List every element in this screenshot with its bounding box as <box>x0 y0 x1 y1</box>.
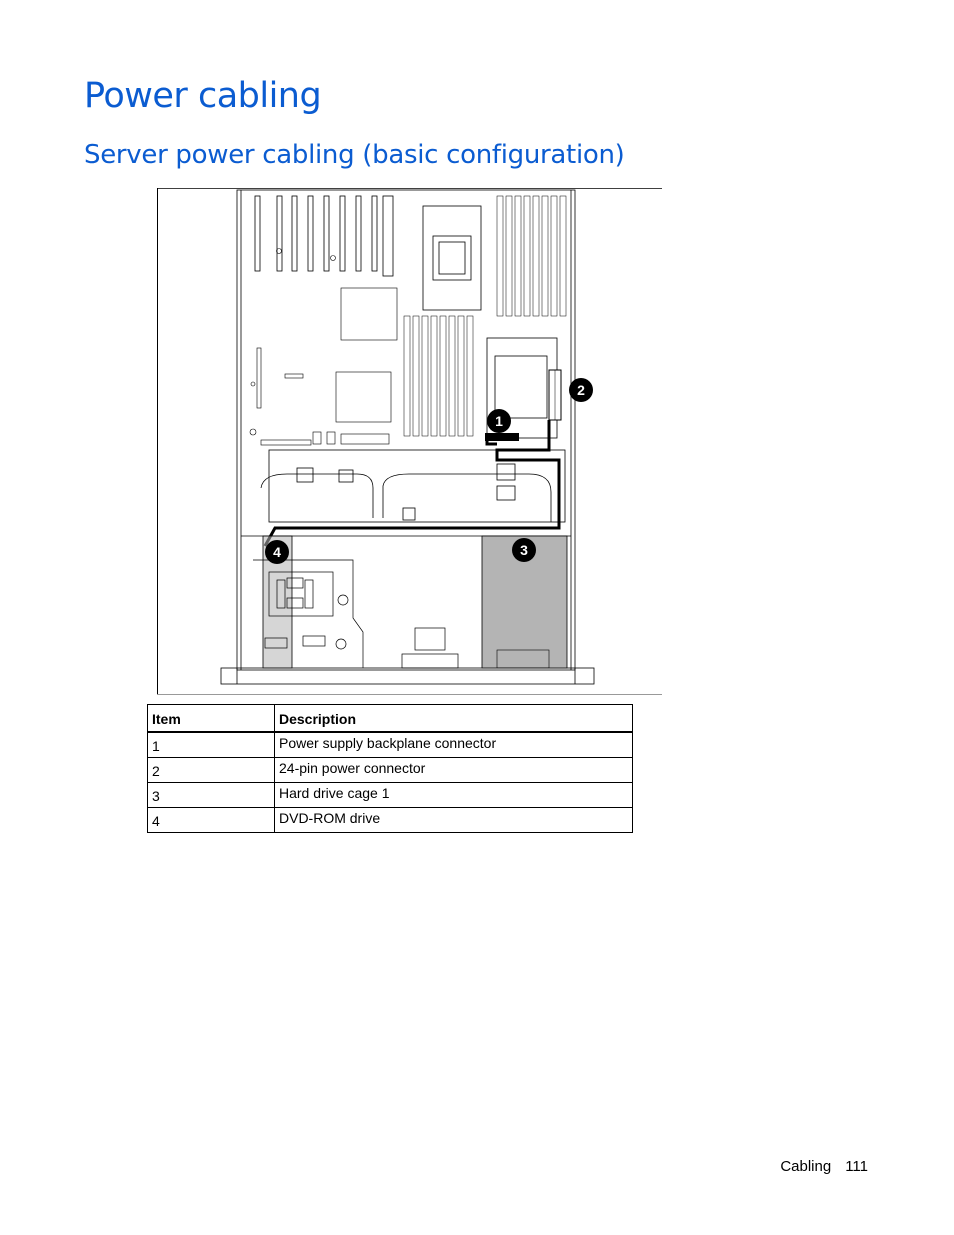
page-number: 111 <box>845 1158 868 1175</box>
item-description: Power supply backplane connector <box>275 732 633 758</box>
expansion-slots <box>255 196 377 271</box>
chipset-1 <box>341 288 397 340</box>
item-description-table <box>147 704 633 833</box>
board-details <box>250 249 397 446</box>
table-row <box>148 783 633 808</box>
table-header-row <box>148 705 633 733</box>
callout-1-label: 1 <box>495 413 503 429</box>
power-supply-backplane-connector <box>485 433 519 441</box>
item-number: 4 <box>148 808 275 833</box>
callout-4 <box>265 540 289 564</box>
table-row <box>148 758 633 783</box>
item-number: 2 <box>148 758 275 783</box>
column-header-description: Description <box>275 705 633 733</box>
page-footer <box>780 1158 868 1175</box>
table-row <box>148 808 633 833</box>
server-diagram <box>157 188 662 695</box>
callout-2 <box>569 378 593 402</box>
callout-4-label: 4 <box>273 544 281 560</box>
column-header-item: Item <box>148 705 275 733</box>
server-diagram-svg <box>157 188 662 695</box>
dimm-banks <box>404 196 566 436</box>
section-heading: Server power cabling (basic configuration) <box>84 140 625 170</box>
item-description: 24-pin power connector <box>275 758 633 783</box>
callout-2-label: 2 <box>577 382 585 398</box>
chipset-2 <box>336 372 391 422</box>
callout-3 <box>512 538 536 562</box>
callout-1 <box>487 409 511 433</box>
item-description: DVD-ROM drive <box>275 808 633 833</box>
footer-section: Cabling <box>780 1158 832 1175</box>
callout-3-label: 3 <box>520 542 528 558</box>
front-bezel <box>221 668 594 684</box>
item-number: 3 <box>148 783 275 808</box>
item-description: Hard drive cage 1 <box>275 783 633 808</box>
processor-socket-1 <box>423 206 481 310</box>
table-row <box>148 732 633 758</box>
item-number: 1 <box>148 732 275 758</box>
page-title: Power cabling <box>84 76 322 116</box>
